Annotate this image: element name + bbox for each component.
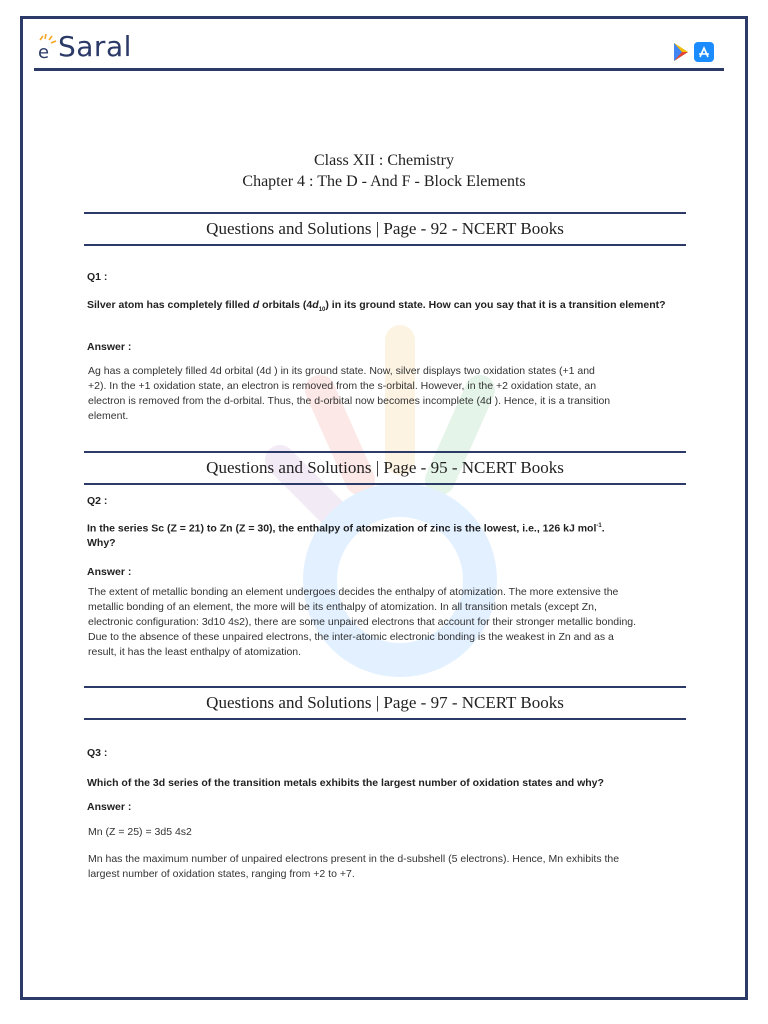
question-label: Q1 : xyxy=(87,271,108,283)
question-text: In the series Sc (Z = 21) to Zn (Z = 30), the enthalpy of atomization of zinc is the lowest, i.e., 126 kJ mol$^{-1}$. Why? xyxy=(87,522,605,549)
brand-name: Saral xyxy=(58,30,132,63)
esaral-logo[interactable] xyxy=(36,30,132,63)
answer-label: Answer : xyxy=(87,566,132,578)
question-text: Silver atom has completely filled d orbitals $(4d_{10})$ in its ground state. How can you say that it is a transition element? xyxy=(87,299,666,314)
answer-text: The extent of metallic bonding an element undergoes decides the enthalpy of atomization. The more extensive the metallic bonding of an element, the more will be its enthalpy of atomization. In all transition metals (except Zn, electronic configuration: 3d10 4s2), there are some unpaired electrons that account for their stronger metallic bonding. Due to the absence of these unpaired electrons, the inter-atomic electronic bonding is the weakest in Zn and as a result, it has the least enthalpy of atomization. xyxy=(88,586,637,658)
answer-text: Mn has the maximum number of unpaired electrons present in the d-subshell (5 electrons). Hence, Mn exhibits the largest number of oxidation states, ranging from +2 to +7. xyxy=(88,853,620,880)
svg-text:e: e xyxy=(38,41,50,60)
app-store-icon[interactable] xyxy=(694,42,714,62)
answer-text: Ag has a completely filled 4d orbital (4d ) in its ground state. Now, silver displays two oxidation states (+1 and +2). In the +1 oxidation state, an electron is removed from the s-orbital. However, in the +2 oxidation state, an electron is removed from the d-orbital. Thus, the d-orbital now becomes incomplete (4d ). Hence, it is a transition element. xyxy=(88,365,611,422)
answer-label: Answer : xyxy=(87,801,132,813)
esaral-logo-icon xyxy=(36,34,58,60)
question-label: Q3 : xyxy=(87,747,108,759)
answer-formula: Mn (Z = 25) = 3d5 4s2 xyxy=(88,826,192,838)
store-icons xyxy=(672,42,714,62)
section-header-page-97: Questions and Solutions | Page - 97 - NCERT Books xyxy=(84,686,686,720)
question-label: Q2 : xyxy=(87,495,108,507)
question-text: Which of the 3d series of the transition metals exhibits the largest number of oxidation states and why? xyxy=(87,777,604,789)
chapter-title: Chapter 4 : The D - And F - Block Elements xyxy=(242,173,526,190)
section-header-page-95: Questions and Solutions | Page - 95 - NCERT Books xyxy=(84,451,686,485)
document-title xyxy=(0,150,768,192)
header-divider xyxy=(34,68,724,71)
google-play-icon[interactable] xyxy=(672,42,690,62)
class-title: Class XII : Chemistry xyxy=(314,152,454,169)
answer-label: Answer : xyxy=(87,341,132,353)
section-header-page-92: Questions and Solutions | Page - 92 - NCERT Books xyxy=(84,212,686,246)
